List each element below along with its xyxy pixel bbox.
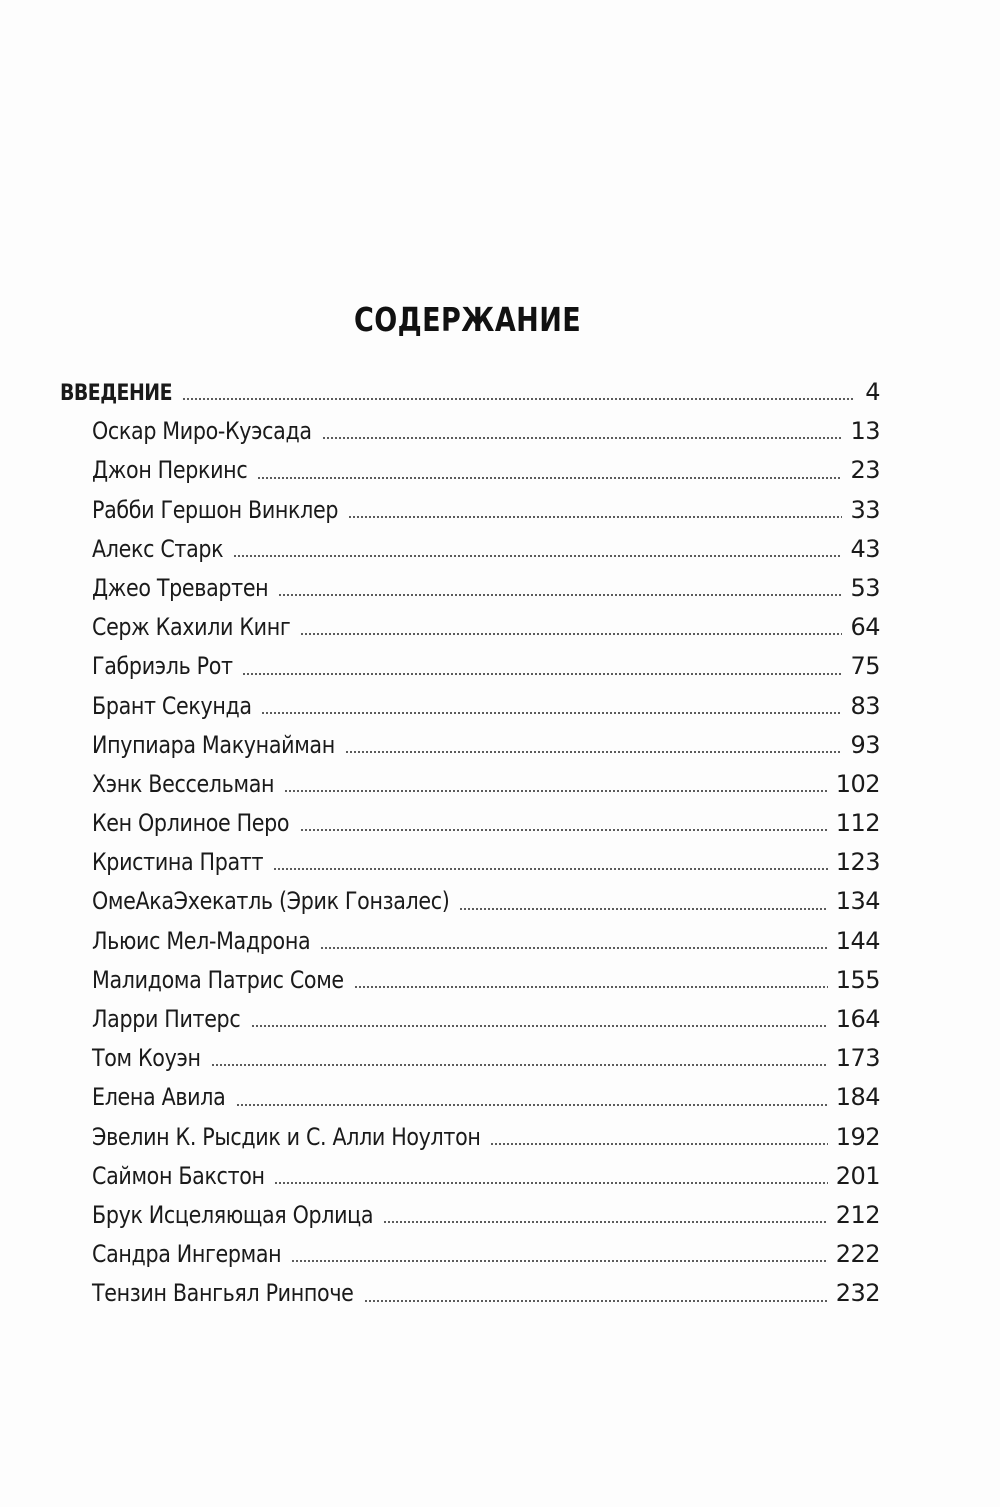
dot-leader: [354, 986, 828, 988]
toc-entry-label: Хэнк Вессельман: [92, 769, 275, 798]
toc-entry-page-number: 134: [835, 887, 880, 916]
toc-entry-page-number: 43: [850, 534, 880, 563]
dot-leader: [383, 1221, 828, 1223]
toc-entry-page-number: 192: [835, 1122, 880, 1151]
toc-entry-label: Серж Кахили Кинг: [92, 613, 291, 642]
dot-leader: [211, 1064, 828, 1066]
toc-entry: [60, 412, 880, 451]
dot-leader: [182, 398, 854, 400]
toc-entry: [60, 882, 880, 921]
toc-entry-page-number: 112: [835, 809, 880, 838]
toc-entry-page-number: 93: [850, 730, 880, 759]
toc-entry: [60, 922, 880, 961]
page-title: СОДЕРЖАНИЕ: [353, 300, 582, 339]
dot-leader: [251, 1025, 828, 1027]
toc-entry-page-number: 102: [835, 769, 880, 798]
dot-leader: [490, 1143, 827, 1145]
toc-entry-page-number: 155: [835, 965, 880, 994]
toc-entry-page-number: 83: [850, 691, 880, 720]
toc-entry-label: Том Коуэн: [92, 1044, 201, 1073]
toc-entry-page-number: 173: [835, 1044, 880, 1073]
toc-entry-label: Брук Исцеляющая Орлица: [92, 1200, 374, 1229]
toc-entry: [60, 530, 880, 569]
dot-leader: [320, 947, 828, 949]
toc-entry-label: Джон Перкинс: [92, 456, 248, 485]
toc-entry-page-number: 164: [835, 1005, 880, 1033]
dot-leader: [242, 673, 842, 675]
toc-entry-label: Алекс Старк: [92, 534, 224, 563]
toc-entry-label: Кристина Пратт: [92, 848, 264, 877]
toc-entry-page-number: 144: [835, 926, 880, 955]
toc-entry-page-number: 4: [865, 378, 880, 406]
toc-entry: [60, 491, 880, 530]
dot-leader: [459, 908, 828, 910]
toc-entry-page-number: 201: [835, 1161, 880, 1190]
toc-entry-label: Саймон Бакстон: [92, 1161, 265, 1190]
toc-entry: [60, 1196, 880, 1235]
toc-entry: [60, 373, 880, 412]
dot-leader: [300, 633, 842, 635]
dot-leader: [322, 437, 842, 439]
toc-entry: [60, 1078, 880, 1117]
toc-entry-page-number: 232: [835, 1279, 880, 1308]
dot-leader: [236, 1104, 828, 1106]
dot-leader: [278, 594, 842, 596]
dot-leader: [284, 790, 828, 792]
dot-leader: [300, 829, 828, 831]
dot-leader: [257, 477, 843, 479]
toc-entry-label: Оскар Миро-Куэсада: [92, 417, 312, 446]
dot-leader: [261, 712, 842, 714]
toc-entry: [60, 451, 880, 490]
toc-entry-page-number: 64: [850, 613, 880, 642]
toc-entry-page-number: 75: [850, 652, 880, 681]
dot-leader: [348, 516, 842, 518]
toc-entry: [60, 804, 880, 843]
toc-entry: [60, 961, 880, 1000]
toc-entry-label: Малидома Патрис Соме: [92, 965, 344, 994]
toc-entry-label: Эвелин К. Рысдик и С. Алли Ноултон: [92, 1122, 481, 1151]
toc-entry-page-number: 184: [835, 1083, 880, 1112]
toc-entry: [60, 1118, 880, 1157]
toc-entry: [60, 726, 880, 765]
toc-entry-label: Ларри Питерс: [92, 1005, 241, 1033]
toc-entry-page-number: 123: [835, 848, 880, 877]
toc-entry: [60, 1000, 880, 1039]
dot-leader: [345, 751, 842, 753]
toc-entry-page-number: 53: [850, 573, 880, 602]
toc-entry-label: Габриэль Рот: [92, 652, 233, 681]
toc-entry: [60, 1235, 880, 1274]
table-of-contents: [60, 373, 880, 1314]
toc-entry-label: Брант Секунда: [92, 691, 252, 720]
toc-entry-label: Рабби Гершон Винклер: [92, 495, 339, 524]
toc-entry-label: Кен Орлиное Перо: [92, 809, 290, 838]
toc-entry-label: Сандра Ингерман: [92, 1240, 282, 1269]
dot-leader: [274, 1182, 827, 1184]
toc-entry: [60, 843, 880, 882]
toc-entry: [60, 765, 880, 804]
toc-entry-label: ВВЕДЕНИЕ: [60, 381, 173, 406]
toc-entry: [60, 687, 880, 726]
toc-entry: [60, 1157, 880, 1196]
toc-entry-label: Елена Авила: [92, 1083, 226, 1112]
toc-entry: [60, 1274, 880, 1313]
toc-entry-label: Ипупиара Макунайман: [92, 730, 335, 759]
toc-entry-label: Джео Тревартен: [92, 573, 269, 602]
toc-entry: [60, 569, 880, 608]
toc-entry-page-number: 23: [850, 456, 880, 485]
dot-leader: [364, 1300, 828, 1302]
toc-entry-label: Льюис Мел-Мадрона: [92, 926, 311, 955]
toc-entry-page-number: 33: [850, 495, 880, 524]
dot-leader: [233, 555, 843, 557]
toc-entry: [60, 1039, 880, 1078]
dot-leader: [291, 1260, 827, 1262]
toc-entry-label: ОмеАкаЭхекатль (Эрик Гонзалес): [92, 887, 450, 916]
toc-entry: [60, 608, 880, 647]
toc-entry-page-number: 212: [835, 1200, 880, 1229]
toc-entry-page-number: 222: [835, 1240, 880, 1269]
toc-entry: [60, 647, 880, 686]
toc-entry-page-number: 13: [850, 417, 880, 446]
dot-leader: [273, 868, 827, 870]
toc-entry-label: Тензин Вангьял Ринпоче: [92, 1279, 354, 1308]
